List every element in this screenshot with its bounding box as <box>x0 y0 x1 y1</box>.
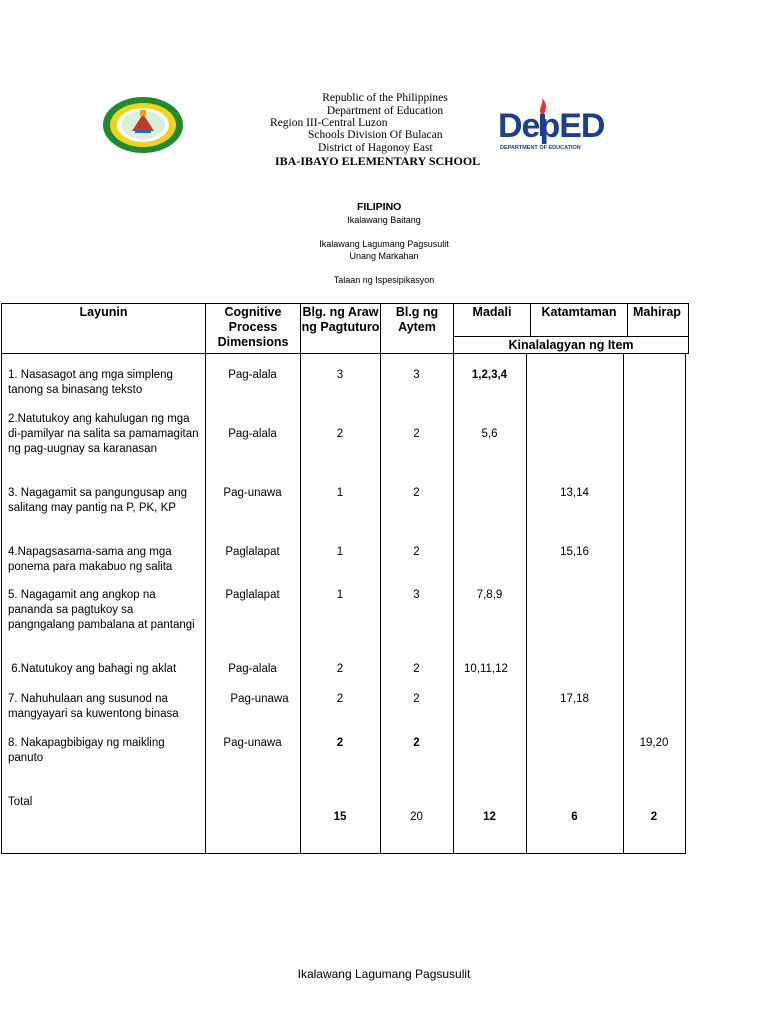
header-layunin: Layunin <box>79 305 128 319</box>
row-1-aytem: 3 <box>413 369 420 381</box>
header-line-department: Department of Education <box>326 105 444 117</box>
table-right-border <box>685 353 686 854</box>
row-4-katamtaman: 15,16 <box>560 546 589 558</box>
row-6-cognitive: Pag-alala <box>228 663 277 675</box>
row-2-layunin: 2.Natutukoy ang kahulugan ng mga di-pamilyar na salita sa pamamagitan ng pag-uugnay sa karanasan <box>8 413 199 455</box>
row-6-layunin: 6.Natutukoy ang bahagi ng aklat <box>8 663 177 675</box>
row-4-araw: 1 <box>336 546 344 558</box>
header-line-district: District of Hagonoy East <box>318 142 433 154</box>
header-madali: Madali <box>472 305 512 319</box>
body-col-divider-katamtaman <box>623 353 624 854</box>
table-left-border <box>1 303 2 854</box>
row-8-araw: 2 <box>336 737 344 749</box>
header-mahirap: Mahirap <box>633 305 681 319</box>
row-6-aytem: 2 <box>413 663 420 675</box>
row-5-cognitive: Paglalapat <box>225 589 280 601</box>
row-7-katamtaman: 17,18 <box>560 693 589 705</box>
row-3-layunin: 3. Nagagamit sa pangungusap ang salitang may pantig na P, PK, KP <box>8 487 188 514</box>
header-line-republic: Republic of the Philippines <box>322 92 448 104</box>
row-8-cognitive: Pag-unawa <box>223 737 282 749</box>
table-bottom-border <box>1 853 686 854</box>
total-araw: 15 <box>333 811 347 823</box>
row-8-aytem: 2 <box>413 737 420 749</box>
row-1-araw: 3 <box>336 369 344 381</box>
table-header-bottom <box>1 353 689 354</box>
school-logo <box>102 96 184 154</box>
row-3-cognitive: Pag-unawa <box>223 487 282 499</box>
row-3-katamtaman: 13,14 <box>560 487 589 499</box>
row-4-layunin: 4.Napagsasama-sama ang mga ponema para makabuo ng salita <box>8 546 173 573</box>
row-6-araw: 2 <box>336 663 344 675</box>
total-madali: 12 <box>483 811 496 823</box>
row-1-layunin: 1. Nasasagot ang mga simpleng tanong sa binasang teksto <box>8 369 173 396</box>
body-col-divider-madali <box>526 353 527 854</box>
row-1-cognitive: Pag-alala <box>228 369 277 381</box>
quarter-label: Unang Markahan <box>349 251 419 261</box>
col-divider-4 <box>453 303 454 854</box>
subject-title: FILIPINO <box>357 201 402 213</box>
row-7-araw: 2 <box>336 693 344 705</box>
row-2-cognitive: Pag-alala <box>228 428 277 440</box>
col-divider-3 <box>380 303 381 854</box>
row-6-madali: 10,11,12 <box>464 663 508 675</box>
header-aytem: Bl.g ng Aytem <box>395 305 439 334</box>
header-katamtaman: Katamtaman <box>541 305 617 319</box>
row-5-madali: 7,8,9 <box>476 589 503 601</box>
header-cognitive: Cognitive Process Dimensions <box>217 305 289 349</box>
row-3-aytem: 2 <box>413 487 420 499</box>
row-5-aytem: 3 <box>413 589 420 601</box>
row-4-aytem: 2 <box>413 546 420 558</box>
row-8-mahirap: 19,20 <box>639 737 669 749</box>
row-3-araw: 1 <box>336 487 344 499</box>
total-mahirap: 2 <box>650 811 658 823</box>
header-kinalalagyan: Kinalalagyan ng Item <box>508 338 634 352</box>
header-line-region: Region III-Central Luzon <box>270 117 388 129</box>
deped-logo <box>498 98 605 158</box>
total-katamtaman: 6 <box>571 811 578 823</box>
row-7-layunin: 7. Nahuhulaan ang susunod na mangyayari sa kuwentong binasa <box>8 693 179 720</box>
row-7-aytem: 2 <box>413 693 420 705</box>
exam-title: Ikalawang Lagumang Pagsusulit <box>319 239 449 249</box>
deped-logo-subtitle: DEPARTMENT OF EDUCATION <box>500 145 581 151</box>
grade-level: Ikalawang Baitang <box>347 215 421 225</box>
total-aytem: 20 <box>410 811 423 823</box>
header-araw: Blg. ng Araw ng Pagtuturo <box>301 305 380 334</box>
row-2-aytem: 2 <box>413 428 420 440</box>
row-7-cognitive: Pag-unawa <box>230 693 289 705</box>
table-header-divider <box>453 336 689 337</box>
row-1-madali: 1,2,3,4 <box>471 369 508 381</box>
deped-logo-text: DepED <box>498 107 605 145</box>
col-divider-1 <box>205 303 206 854</box>
header-school-name: IBA-IBAYO ELEMENTARY SCHOOL <box>275 154 481 168</box>
row-5-layunin: 5. Nagagamit ang angkop na pananda sa pagtukoy sa pangngalang pambalana at pantangi <box>8 589 195 631</box>
row-5-araw: 1 <box>336 589 344 601</box>
row-4-cognitive: Paglalapat <box>225 546 280 558</box>
table-top-border <box>1 303 689 304</box>
row-2-madali: 5,6 <box>481 428 498 440</box>
page-footer: Ikalawang Lagumang Pagsusulit <box>297 967 471 981</box>
header-line-division: Schools Division Of Bulacan <box>308 129 443 141</box>
talaan-label: Talaan ng Ispesipikasyon <box>333 275 435 285</box>
row-8-layunin: 8. Nakapagbibigay ng maikling panuto <box>8 737 165 764</box>
col-divider-2 <box>300 303 301 854</box>
row-2-araw: 2 <box>336 428 344 440</box>
total-label: Total <box>8 796 33 808</box>
